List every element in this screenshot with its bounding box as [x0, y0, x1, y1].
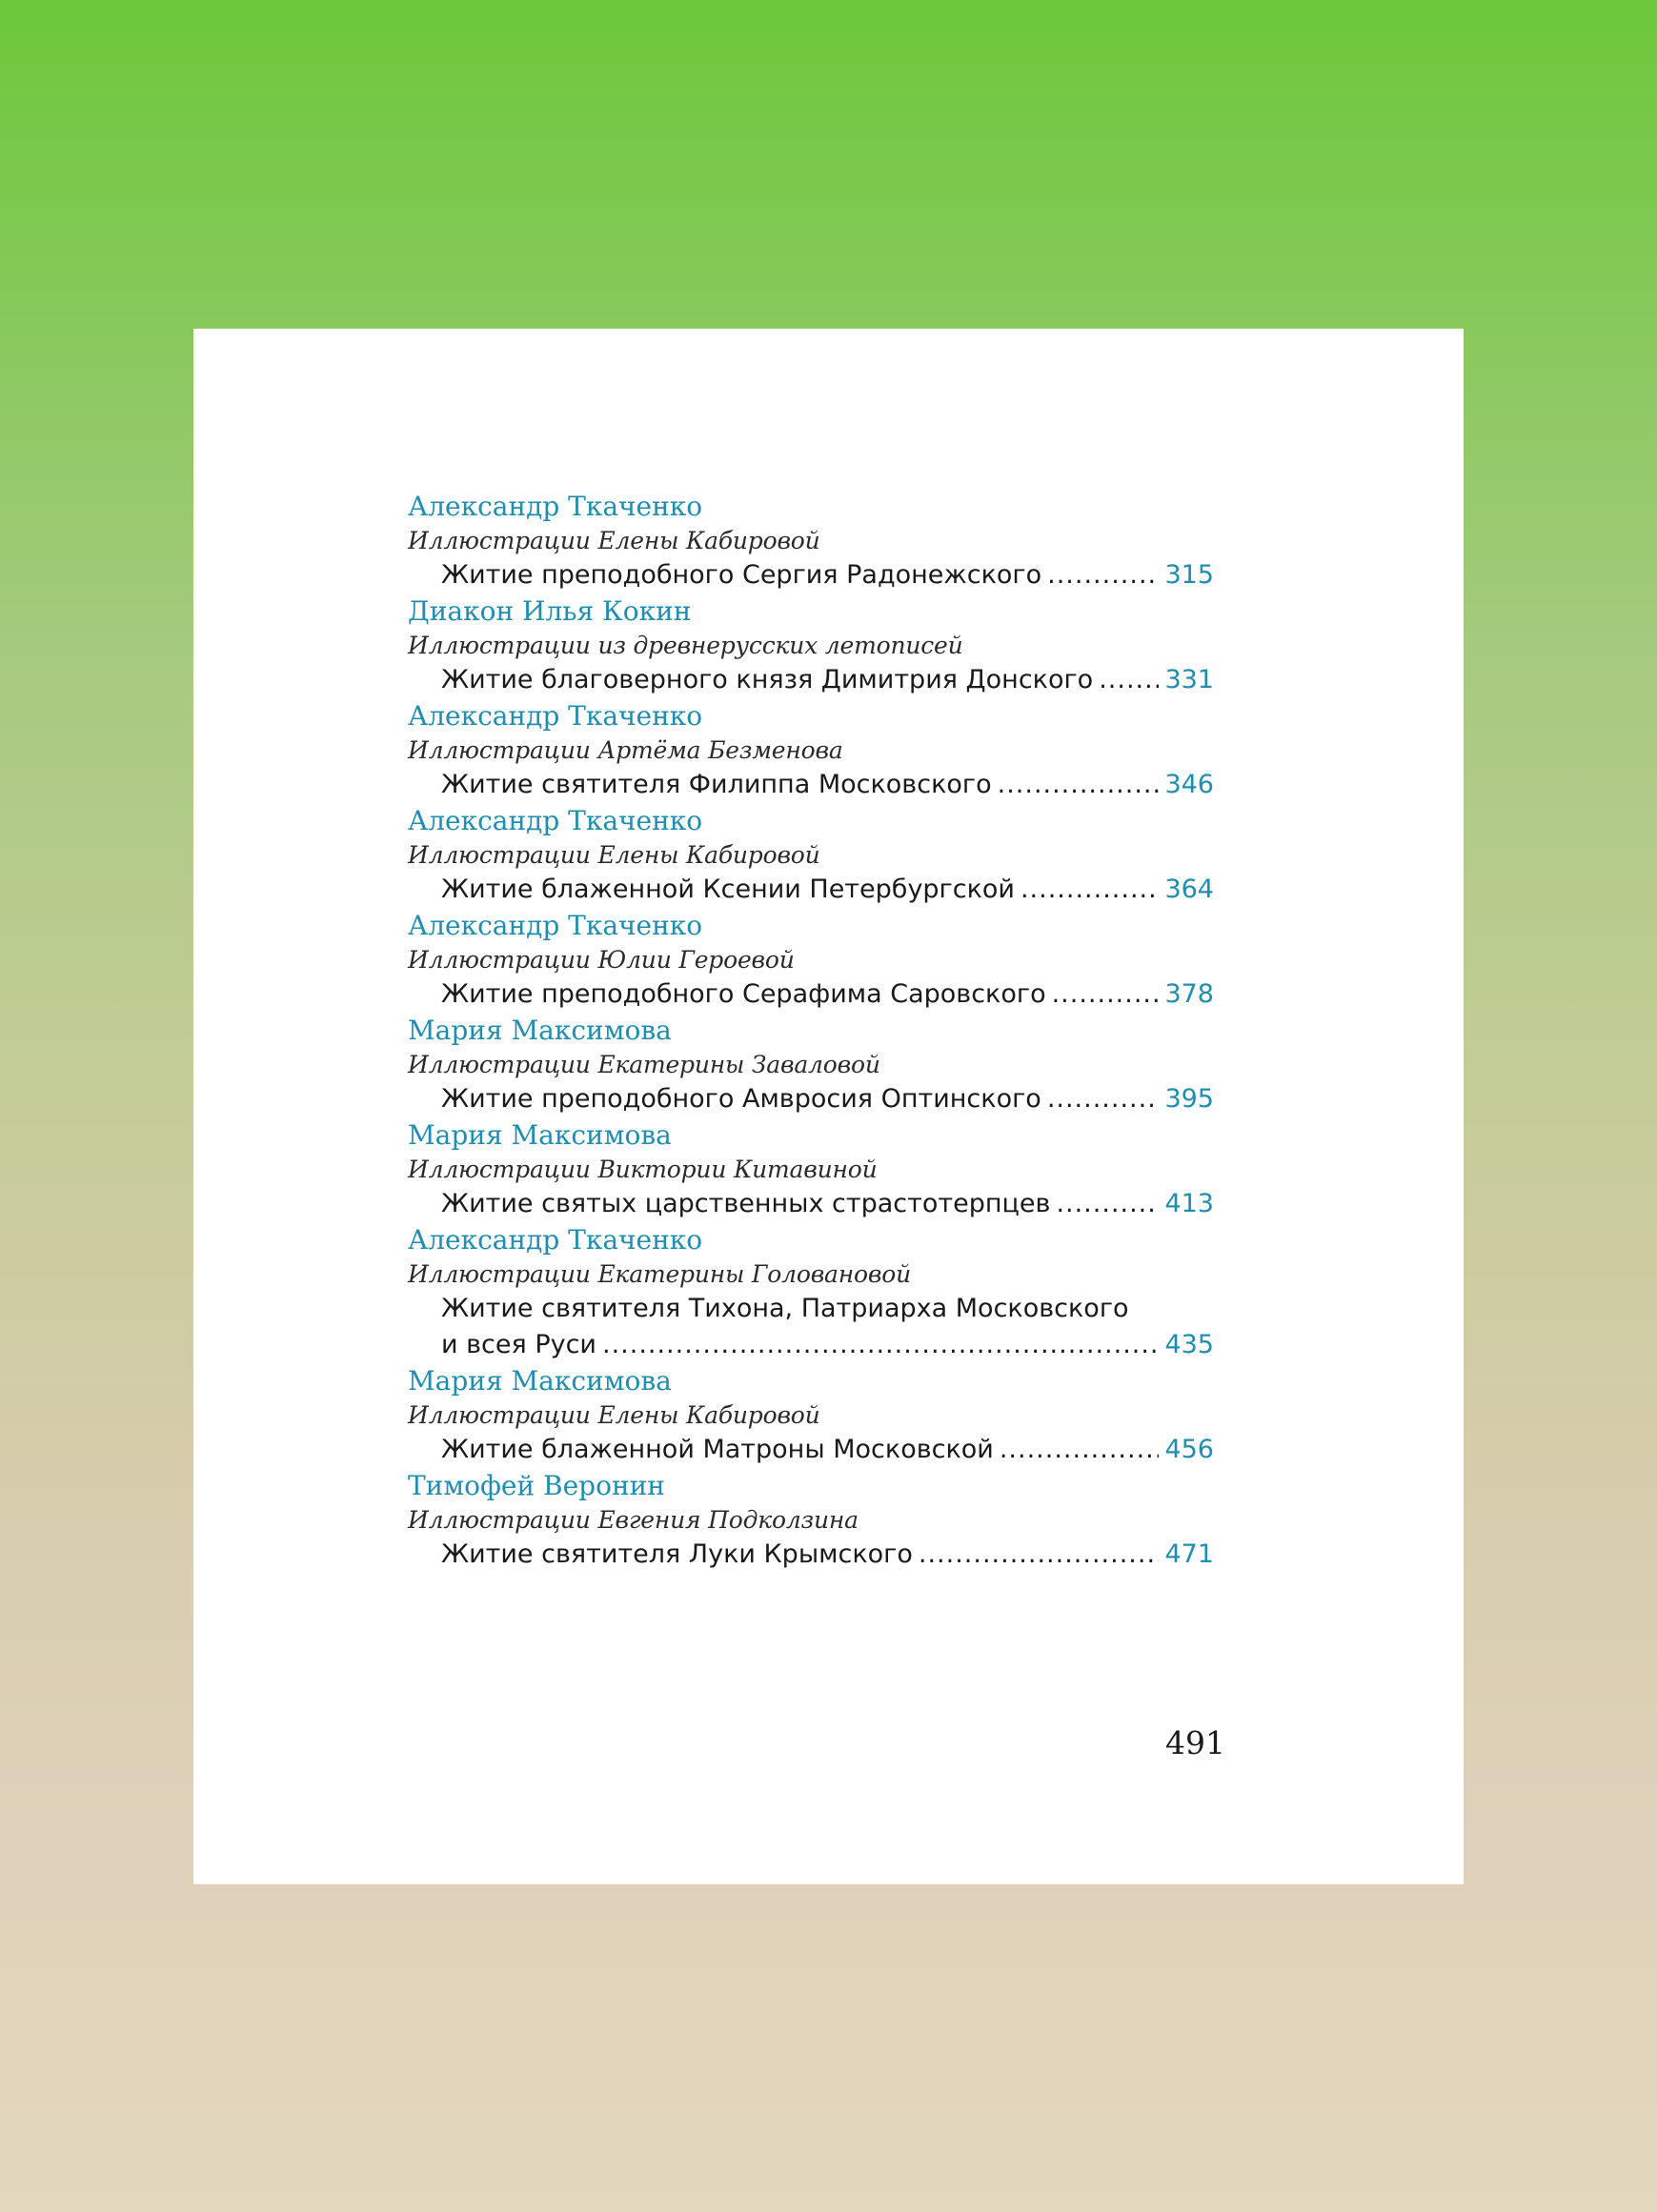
toc-title: Житие блаженной Матроны Московской: [441, 1435, 994, 1464]
toc-entry: [408, 1363, 1214, 1468]
author-name: Александр Ткаченко: [408, 700, 703, 732]
toc-title: Житие блаженной Ксении Петербургской: [441, 875, 1015, 904]
toc-title-line[interactable]: [408, 1537, 1214, 1573]
toc-title: Житие преподобного Сергия Радонежского: [441, 560, 1042, 590]
dot-leader: [1047, 1081, 1160, 1117]
dot-leader: [1047, 557, 1159, 593]
author-name: Мария Максимова: [408, 1015, 672, 1046]
author-name: Александр Ткаченко: [408, 491, 703, 522]
toc-entry: [408, 1468, 1214, 1573]
book-page: [193, 329, 1464, 1884]
toc-entry: [408, 593, 1214, 698]
toc-title: Житие святых царственных страстотерпцев: [441, 1189, 1051, 1218]
illustrator-credit: Иллюстрации Елены Кабировой: [408, 841, 820, 869]
toc-title-line[interactable]: [408, 872, 1214, 908]
toc-entry: [408, 908, 1214, 1013]
page-number: 395: [1164, 1084, 1214, 1114]
toc-title: Житие преподобного Амвросия Оптинского: [441, 1084, 1041, 1114]
dot-leader: [1099, 662, 1159, 698]
illustrator-credit: Иллюстрации Виктории Китавиной: [408, 1156, 878, 1183]
toc-title: Житие святителя Филиппа Московского: [441, 770, 992, 799]
toc-entry: [408, 803, 1214, 908]
dot-leader: [998, 767, 1160, 803]
author-name: Александр Ткаченко: [408, 1224, 703, 1256]
illustrator-credit: Иллюстрации Екатерины Заваловой: [408, 1051, 880, 1078]
page-number: 456: [1164, 1435, 1214, 1464]
toc-title-line[interactable]: [408, 767, 1214, 803]
author-name: Мария Максимова: [408, 1365, 672, 1397]
toc-entry: [408, 1222, 1214, 1363]
table-of-contents: [408, 489, 1214, 1573]
illustrator-credit: Иллюстрации Елены Кабировой: [408, 527, 820, 554]
toc-title: Житие святителя Луки Крымского: [441, 1539, 913, 1569]
dot-leader: [1020, 872, 1159, 908]
page-number: 435: [1164, 1330, 1214, 1359]
toc-title-line[interactable]: [408, 557, 1214, 593]
page-number: 364: [1164, 875, 1214, 904]
illustrator-credit: Иллюстрации из древнерусских летописей: [408, 632, 963, 659]
toc-entry: [408, 489, 1214, 593]
author-name: Тимофей Веронин: [408, 1470, 665, 1501]
dot-leader: [1056, 1186, 1159, 1222]
toc-title-line[interactable]: [408, 1081, 1214, 1117]
illustrator-credit: Иллюстрации Артёма Безменова: [408, 736, 843, 764]
toc-title-line[interactable]: [408, 662, 1214, 698]
toc-entry: [408, 1013, 1214, 1117]
toc-title-line[interactable]: [408, 1327, 1214, 1363]
dot-leader: [1052, 976, 1160, 1013]
toc-entry: [408, 1117, 1214, 1222]
author-name: Александр Ткаченко: [408, 910, 703, 941]
page-number: 315: [1164, 560, 1214, 590]
dot-leader: [1000, 1432, 1160, 1468]
toc-title: Житие благоверного князя Димитрия Донского: [441, 665, 1094, 694]
illustrator-credit: Иллюстрации Евгения Подколзина: [408, 1506, 859, 1534]
dot-leader: [602, 1327, 1159, 1363]
illustrator-credit: Иллюстрации Елены Кабировой: [408, 1401, 820, 1429]
page-number: 346: [1164, 770, 1214, 799]
toc-title-first-line[interactable]: Житие святителя Тихона, Патриарха Московского: [441, 1294, 1129, 1323]
author-name: Александр Ткаченко: [408, 805, 703, 836]
page-number: 378: [1164, 979, 1214, 1009]
page-number: 331: [1164, 665, 1214, 694]
folio-page-number: 491: [1165, 1724, 1225, 1761]
page-number: 413: [1164, 1189, 1214, 1218]
illustrator-credit: Иллюстрации Екатерины Головановой: [408, 1260, 911, 1288]
toc-title-line[interactable]: [408, 976, 1214, 1013]
toc-entry: [408, 698, 1214, 803]
author-name: Мария Максимова: [408, 1119, 672, 1151]
toc-title-line[interactable]: [408, 1186, 1214, 1222]
toc-title: и всея Руси: [441, 1330, 596, 1359]
author-name: Диакон Илья Кокин: [408, 595, 692, 627]
illustrator-credit: Иллюстрации Юлии Героевой: [408, 946, 795, 974]
toc-title: Житие преподобного Серафима Саровского: [441, 979, 1046, 1009]
dot-leader: [919, 1537, 1160, 1573]
toc-title-line[interactable]: [408, 1432, 1214, 1468]
page-number: 471: [1164, 1539, 1214, 1569]
